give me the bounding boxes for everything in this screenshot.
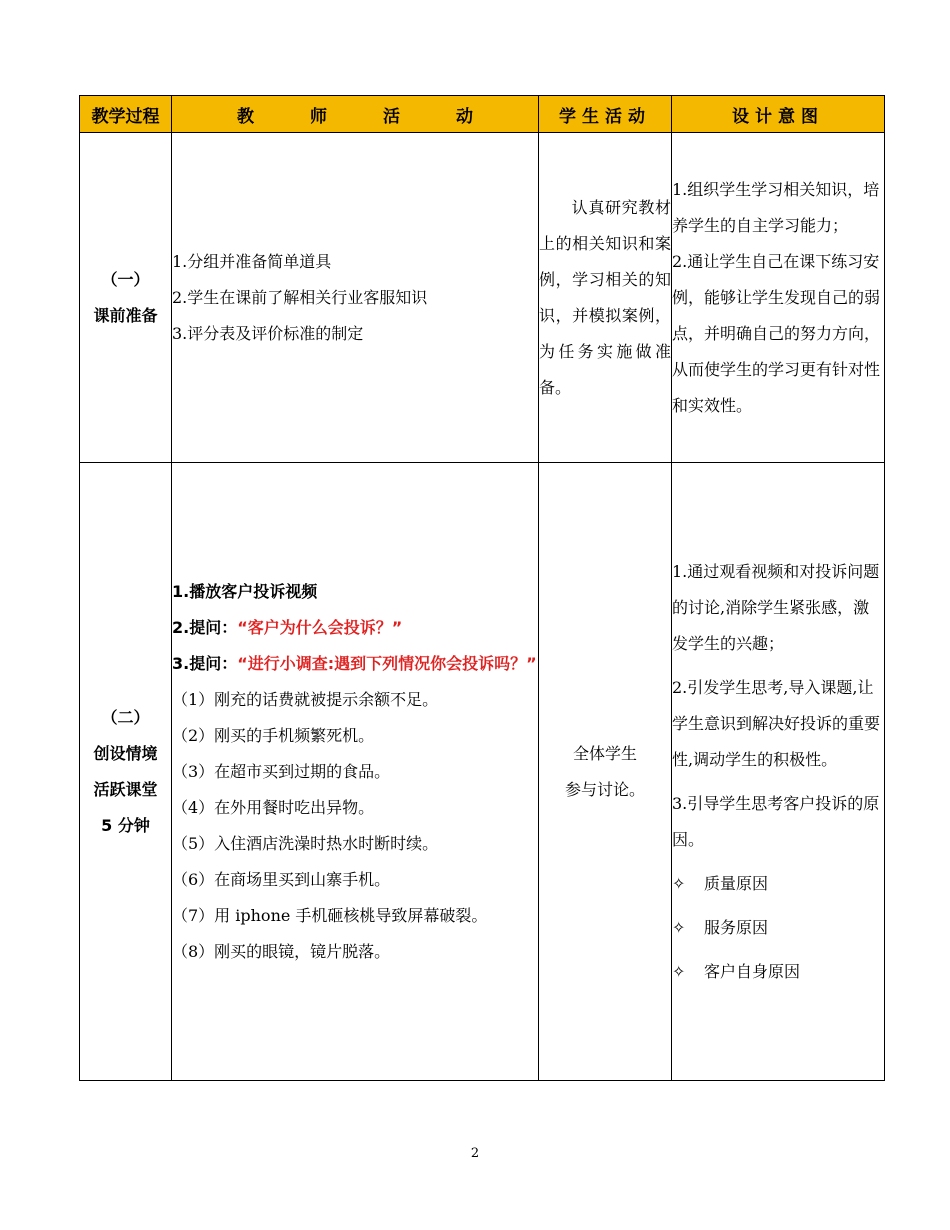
list-item: （8）刚买的眼镜，镜片脱落。 xyxy=(172,941,391,961)
teacher-activity-cell xyxy=(172,133,539,463)
table-header-row xyxy=(80,96,885,133)
lesson-plan-table xyxy=(79,95,885,1081)
highlight-question: “进行小调查:遇到下列情况你会投诉吗？” xyxy=(237,653,537,673)
list-item: 1.播放客户投诉视频 xyxy=(172,581,318,601)
list-item: 1.通过观看视频和对投诉问题的讨论,消除学生紧张感，激发学生的兴趣； xyxy=(672,561,880,653)
table-row xyxy=(80,463,885,1081)
list-item: ✧ 客户自身原因 xyxy=(672,954,884,990)
stage-title: 课前准备 xyxy=(93,305,158,325)
design-intent-cell xyxy=(672,133,885,463)
header-teacher-char: 动 xyxy=(456,106,473,127)
stage-cell xyxy=(80,463,172,1081)
list-item: 3.提问：“进行小调查:遇到下列情况你会投诉吗？” xyxy=(172,653,537,673)
list-item: （7）用 iphone 手机砸核桃导致屏幕破裂。 xyxy=(172,905,488,925)
list-item: 1.分组并准备简单道具 xyxy=(172,251,332,271)
diamond-bullet-icon: ✧ xyxy=(672,873,686,893)
list-item: （2）刚买的手机频繁死机。 xyxy=(172,725,375,745)
list-item: 1.组织学生学习相关知识，培养学生的自主学习能力； xyxy=(672,179,880,235)
student-activity-text: 全体学生 xyxy=(572,743,637,763)
stage-title: 活跃课堂 xyxy=(93,779,158,799)
list-item: ✧ 质量原因 xyxy=(672,866,884,902)
student-activity-text: 认真研究教材上的相关知识和案例，学习相关的知识，并模拟案例，为任务实施做准备。 xyxy=(539,197,671,397)
list-item: （3）在超市买到过期的食品。 xyxy=(172,761,391,781)
header-design-intent: 设计意图 xyxy=(672,96,885,133)
student-activity-cell xyxy=(539,133,672,463)
list-item: 2.学生在课前了解相关行业客服知识 xyxy=(172,287,428,307)
diamond-bullet-icon: ✧ xyxy=(672,917,686,937)
list-item: 2.通让学生自己在课下练习安例，能够让学生发现自己的弱点，并明确自己的努力方向，从而使学生的学习更有针对性和实效性。 xyxy=(672,251,881,415)
header-teacher-char: 活 xyxy=(383,106,400,127)
list-item: 3.引导学生思考客户投诉的原因。 xyxy=(672,793,880,849)
list-item: 2.引发学生思考,导入课题,让学生意识到解决好投诉的重要性,调动学生的积极性。 xyxy=(672,677,881,769)
diamond-bullet-icon: ✧ xyxy=(672,961,686,981)
stage-cell xyxy=(80,133,172,463)
student-activity-cell xyxy=(539,463,672,1081)
header-teacher-char: 教 xyxy=(237,106,254,127)
design-intent-cell xyxy=(672,463,885,1081)
highlight-question: “客户为什么会投诉？” xyxy=(237,617,403,637)
list-item: （1）刚充的话费就被提示余额不足。 xyxy=(172,689,439,709)
teacher-activity-cell xyxy=(172,463,539,1081)
list-item: 3.评分表及评价标准的制定 xyxy=(172,323,364,343)
stage-number: （二） xyxy=(101,707,150,727)
stage-title: 创设情境 xyxy=(93,743,158,763)
list-item: （5）入住酒店洗澡时热水时断时续。 xyxy=(172,833,439,853)
table-row xyxy=(80,133,885,463)
list-item: （4）在外用餐时吃出异物。 xyxy=(172,797,375,817)
student-activity-text: 参与讨论。 xyxy=(564,779,645,799)
stage-duration: 5 分钟 xyxy=(101,815,150,835)
list-item: 2.提问：“客户为什么会投诉？” xyxy=(172,617,403,637)
list-item: （6）在商场里买到山寨手机。 xyxy=(172,869,391,889)
header-teaching-process: 教学过程 xyxy=(80,96,172,133)
stage-number: （一） xyxy=(101,269,150,289)
page-number: 2 xyxy=(470,1146,480,1161)
list-item: ✧ 服务原因 xyxy=(672,910,884,946)
header-student-activity: 学生活动 xyxy=(539,96,672,133)
header-teacher-char: 师 xyxy=(310,106,327,127)
header-teacher-activity xyxy=(172,96,539,133)
